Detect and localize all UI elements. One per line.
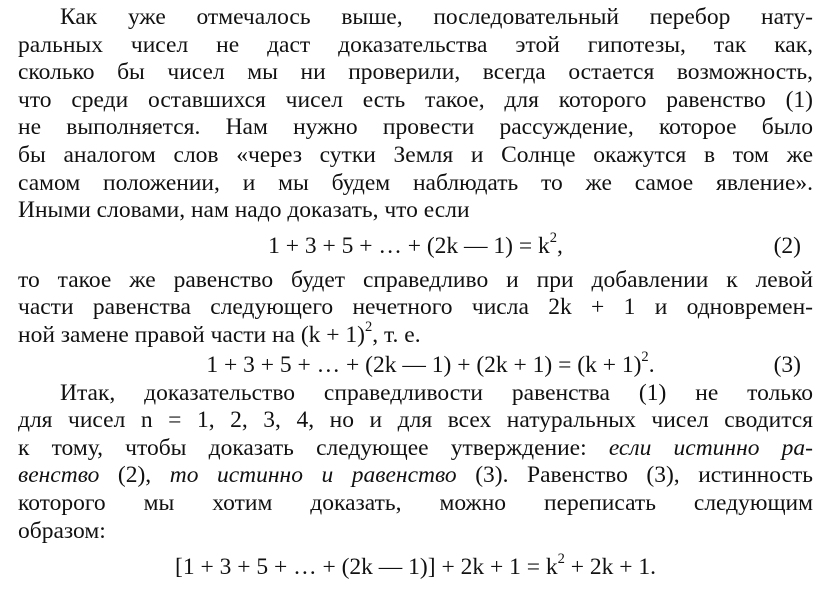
text-line: части равенства следующего нечетного числа 2k + 1 и одновремен- [18, 294, 813, 321]
paragraph-3 [18, 380, 813, 546]
text-line: Итак, доказательство справедливости равенства (1) не только [60, 379, 813, 406]
text-line: которого мы хотим доказать, можно переписать следующим [18, 489, 813, 516]
equation-3 [18, 350, 813, 380]
text-line: ральных чисел не даст доказательства этой гипотезы, так как, [18, 31, 813, 58]
paragraph-1 [18, 4, 813, 225]
paragraph-2 [18, 267, 813, 350]
equation-3-number: (3) [773, 351, 801, 378]
text-line: для чисел n = 1, 2, 3, 4, но и для всех натуральных чисел сводится [18, 407, 813, 434]
text-line: что среди оставшихся чисел есть такое, для которого равенство (1) [18, 86, 813, 113]
equation-2 [18, 226, 813, 267]
text-line: Как уже отмечалось выше, последовательный перебор нату- [60, 4, 813, 30]
text-line: самом положении, и мы будем наблюдать то же самое явление». [18, 169, 813, 196]
text-line: сколько бы чисел мы ни проверили, всегда остается возможность, [18, 59, 813, 86]
text-line: Иными словами, нам надо доказать, что если [18, 197, 470, 224]
equation-final [18, 545, 813, 589]
text-line: ной замене правой части на $(k + 1)^2$, т. е. [18, 319, 421, 348]
equation-2-body: 1 + 3 + 5 + … + (2k — $1) = k^2$, [268, 229, 563, 259]
equation-3-body: 1 + 3 + 5 + … + (2k — $1) + (2k + 1) = (k + 1)^2$. [206, 348, 655, 378]
text-line: венство (2), то истинно и равенство (3). Равенство (3), истинность [18, 462, 813, 489]
text-line: то такое же равенство будет справедливо и при добавлении к левой [18, 266, 813, 293]
text-line: не выполняется. Нам нужно провести рассуждение, которое было [18, 114, 813, 141]
text-line: к тому, чтобы доказать следующее утверждение: если истинно ра- [18, 434, 813, 461]
equation-2-number: (2) [773, 232, 801, 259]
text-line: бы аналогом слов «через сутки Земля и Солнце окажутся в том же [18, 141, 813, 168]
text-line: образом: [18, 517, 106, 544]
equation-final-body: [1 + 3 + 5 + … + (2k — $1)] + 2k + 1 = k^2 + 2k + 1$. [175, 551, 656, 581]
